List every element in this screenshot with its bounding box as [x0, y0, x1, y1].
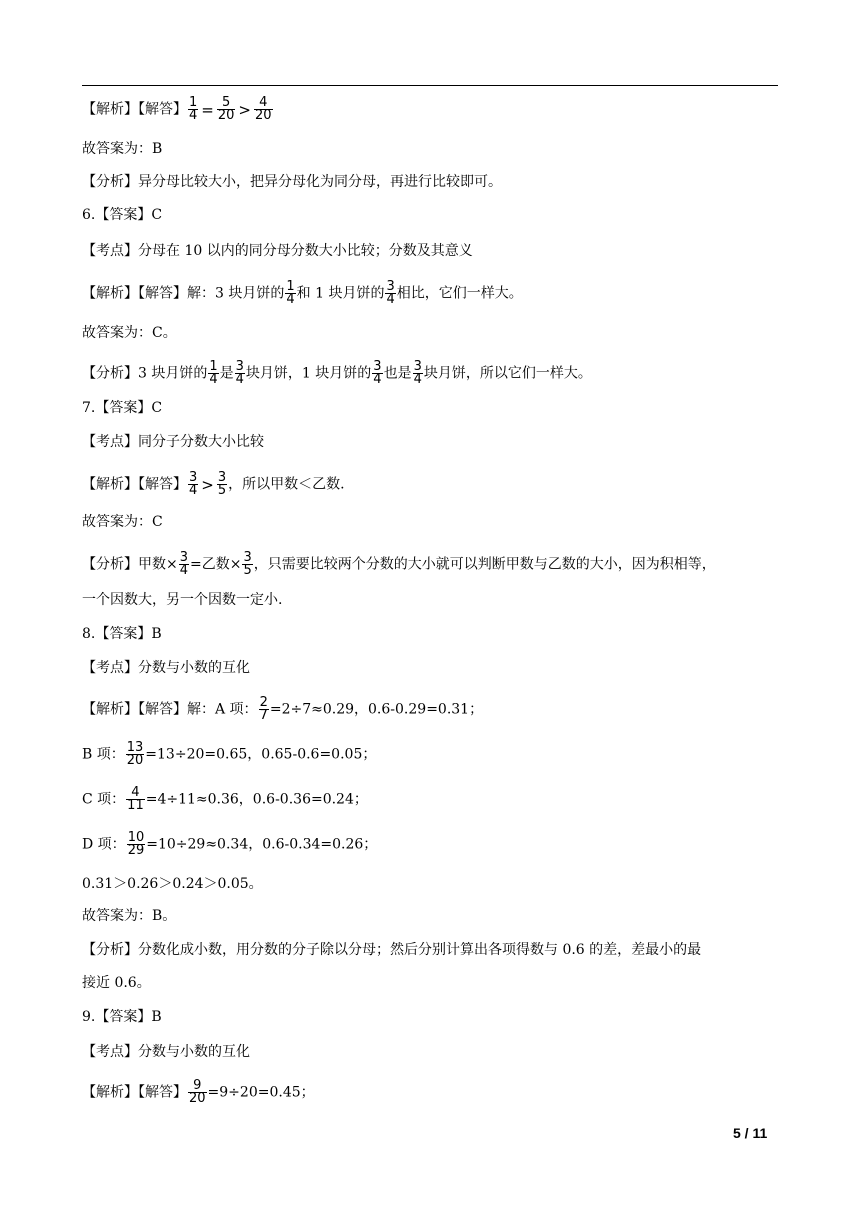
greater-than-sign: >: [201, 475, 214, 494]
text-line: [82, 281, 523, 306]
text-line: [82, 973, 151, 993]
fraction: $\frac{10}{29}$: [127, 830, 145, 858]
equals-sign: =: [201, 100, 214, 119]
line-text: B 项：: [82, 746, 125, 763]
text-line: [82, 552, 716, 577]
text-line: [82, 1007, 162, 1027]
fraction: $\frac{3}{4}$: [373, 359, 382, 387]
line-text: 【解析】【解答】解：A 项：: [82, 701, 258, 718]
fraction: $\frac{3}{4}$: [189, 470, 198, 498]
line-text: 【考点】分母在 10 以内的同分母分数大小比较；分数及其意义: [82, 243, 473, 259]
text-line: [82, 624, 162, 644]
line-text: 【分析】甲数×: [82, 556, 178, 573]
line-text: C 项：: [82, 791, 126, 808]
text-line: [82, 205, 162, 225]
fraction: $\frac{9}{20}$: [189, 1078, 206, 1106]
line-text: 故答案为：B。: [82, 908, 177, 924]
line-text: 【考点】同分子分数大小比较: [82, 434, 264, 450]
line-text: 【分析】3 块月饼的: [82, 365, 208, 382]
fraction: $\frac{1}{4}$: [286, 279, 295, 307]
text-line: [82, 1080, 315, 1105]
fraction: $\frac{4}{11}$: [127, 785, 144, 813]
line-text: 故答案为：C: [82, 514, 163, 530]
fraction: $\frac{13}{20}$: [126, 740, 144, 768]
line-text: 6.【答案】C: [82, 207, 163, 223]
line-text: =10÷29≈0.34，0.6-0.34=0.26；: [146, 836, 378, 853]
text-line: [82, 97, 274, 122]
text-line: [82, 241, 473, 261]
line-text: 块月饼，所以它们一样大。: [423, 365, 592, 382]
line-text: 0.31＞0.26＞0.24＞0.05。: [82, 876, 263, 892]
text-line: [82, 590, 282, 610]
line-text: 也是: [383, 365, 412, 382]
line-text: 【解析】【解答】: [82, 476, 187, 493]
fraction: $\frac{1}{4}$: [189, 95, 198, 123]
line-text: 一个因数大，另一个因数一定小.: [82, 592, 283, 608]
header-rule: [82, 85, 778, 86]
text-line: [82, 742, 376, 767]
line-text: =2÷7≈0.29，0.6-0.29=0.31；: [269, 701, 484, 718]
text-line: [82, 1042, 250, 1062]
fraction: $\frac{5}{20}$: [217, 95, 235, 123]
fraction: $\frac{3}{5}$: [243, 550, 252, 578]
line-text: D 项：: [82, 836, 126, 853]
text-line: [82, 787, 368, 812]
text-line: [82, 906, 176, 926]
line-text: 7.【答案】C: [82, 400, 163, 416]
line-text: 接近 0.6。: [82, 975, 151, 991]
line-text: 9.【答案】B: [82, 1009, 162, 1025]
text-line: [82, 323, 177, 343]
fraction: $\frac{2}{7}$: [259, 695, 268, 723]
text-line: [82, 432, 264, 452]
line-text: 和 1 块月饼的: [296, 285, 385, 302]
line-text: 故答案为：C。: [82, 325, 177, 341]
text-line: [82, 512, 163, 532]
text-line: [82, 658, 250, 678]
text-line: [82, 139, 162, 159]
greater-than-sign: >: [238, 100, 251, 119]
line-text: 8.【答案】B: [82, 626, 162, 642]
line-text: ，只需要比较两个分数的大小就可以判断甲数与乙数的大小，因为积相等，: [253, 556, 716, 573]
fraction: $\frac{3}{4}$: [386, 279, 395, 307]
fraction: $\frac{3}{4}$: [179, 550, 189, 578]
line-text: =乙数×: [190, 556, 242, 573]
fraction: $\frac{3}{4}$: [413, 359, 422, 387]
fraction: $\frac{1}{4}$: [209, 359, 218, 387]
fraction: $\frac{4}{20}$: [254, 95, 272, 123]
text-line: [82, 832, 377, 857]
page-number: 5 / 11: [733, 1125, 768, 1141]
fraction: $\frac{3}{5}$: [217, 470, 227, 498]
line-text: 【解析】【解答】解：3 块月饼的: [82, 285, 285, 302]
text-line: [82, 172, 502, 192]
line-text: 是: [219, 365, 234, 382]
line-text: 【考点】分数与小数的互化: [82, 660, 250, 676]
fraction: $\frac{3}{4}$: [235, 359, 244, 387]
line-text: 【分析】异分母比较大小，把异分母化为同分母，再进行比较即可。: [82, 174, 502, 190]
line-text: 块月饼，1 块月饼的: [245, 365, 372, 382]
line-text: =13÷20=0.65，0.65-0.6=0.05；: [145, 746, 377, 763]
line-text: 【考点】分数与小数的互化: [82, 1044, 250, 1060]
text-line: [82, 940, 701, 960]
line-text: =4÷11≈0.36，0.6-0.36=0.24；: [145, 791, 368, 808]
text-line: [82, 697, 483, 722]
line-text: ，所以甲数＜乙数.: [228, 476, 345, 493]
line-text: 相比，它们一样大。: [396, 285, 523, 302]
text-line: [82, 874, 263, 894]
line-text: =9÷20=0.45；: [207, 1084, 315, 1101]
text-line: [82, 472, 345, 497]
text-line: [82, 398, 162, 418]
line-text: 故答案为：B: [82, 141, 163, 157]
text-line: [82, 361, 592, 386]
line-text: 【解析】【解答】: [82, 1084, 187, 1101]
line-text: 【解析】【解答】: [82, 101, 187, 118]
line-text: 【分析】分数化成小数，用分数的分子除以分母；然后分别计算出各项得数与 0.6 的差，差最小的最: [82, 942, 702, 958]
